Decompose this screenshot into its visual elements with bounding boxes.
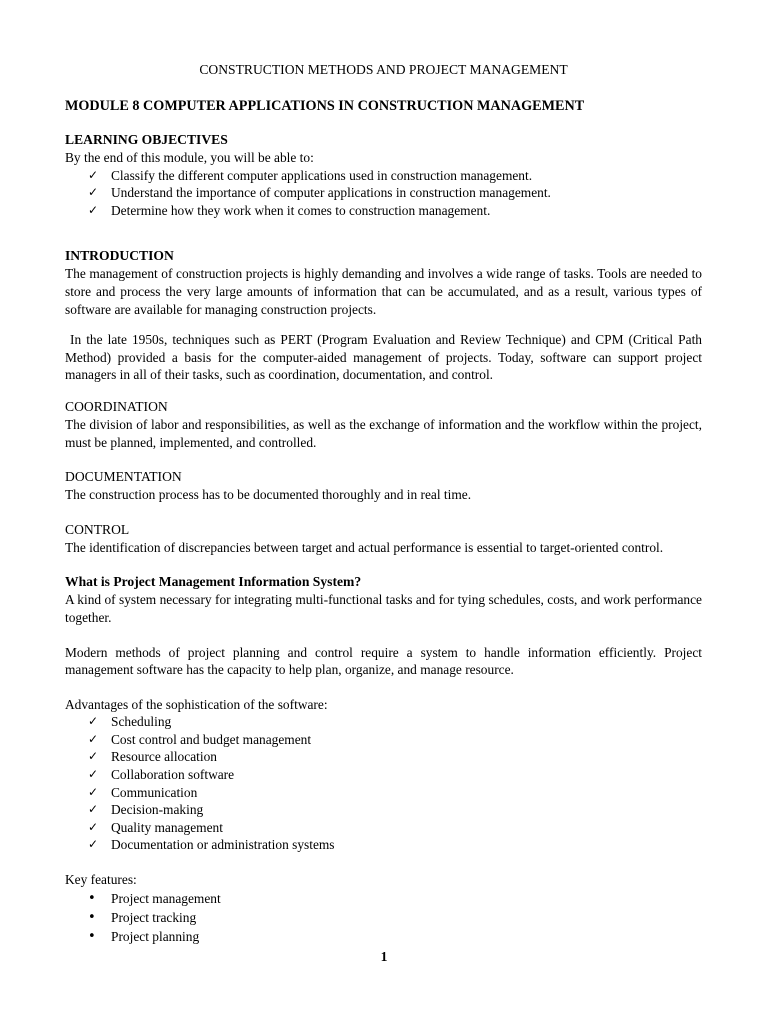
key-features-section [65, 871, 702, 946]
checkmark-icon: ✓ [88, 819, 99, 834]
checkmark-icon: ✓ [88, 202, 99, 217]
checkmark-icon: ✓ [88, 837, 99, 852]
introduction-heading: INTRODUCTION [65, 248, 174, 264]
checkmark-icon: ✓ [88, 185, 99, 200]
list-item-text: Communication [111, 784, 198, 800]
pmis-paragraph-2: Modern methods of project planning and control require a system to handle information efficiently. Project management software has the capacity to help plan, organize, and manage resource. [65, 644, 702, 678]
list-item [88, 202, 702, 220]
list-item [88, 889, 702, 908]
list-item-text: Resource allocation [111, 749, 217, 765]
documentation-section [65, 468, 702, 504]
list-item-text: Quality management [111, 819, 223, 835]
page-number: 1 [380, 949, 388, 964]
checkmark-icon: ✓ [88, 802, 99, 817]
list-item [88, 167, 702, 185]
documentation-heading: DOCUMENTATION [65, 469, 182, 485]
key-features-list [65, 889, 702, 946]
checkmark-icon: ✓ [88, 167, 99, 182]
list-item-text: Determine how they work when it comes to construction management. [111, 202, 491, 218]
list-item [88, 731, 702, 749]
introduction-paragraph-1: The management of construction projects is highly demanding and involves a wide range of tasks. Tools are needed to store and process the very large amounts of information that can be accumulated, and as a result, various types of software are available for managing construction projects. [65, 266, 702, 317]
document-title: CONSTRUCTION METHODS AND PROJECT MANAGEMENT [199, 62, 568, 77]
list-item-text: Project planning [111, 928, 200, 944]
checkmark-icon: ✓ [88, 784, 99, 799]
list-item [88, 784, 702, 802]
bullet-icon: • [88, 928, 96, 944]
documentation-text: The construction process has to be documented thoroughly and in real time. [65, 487, 472, 503]
key-features-intro: Key features: [65, 872, 137, 888]
introduction-paragraph-2: In the late 1950s, techniques such as PERT (Program Evaluation and Review Technique) and CPM (Critical Path Method) provided a basis for the computer-aided management of projects. Today, software can support project managers in all of their tasks, such as coordination, documentation, and control. [65, 332, 706, 383]
document-page [65, 60, 706, 946]
list-item [88, 184, 702, 202]
checkmark-icon: ✓ [88, 731, 99, 746]
list-item-text: Scheduling [111, 714, 172, 730]
list-item [88, 713, 702, 731]
list-item-text: Collaboration software [111, 767, 235, 783]
bullet-icon: • [88, 909, 96, 925]
list-item [88, 748, 702, 766]
control-text: The identification of discrepancies between target and actual performance is essential to target-oriented control. [65, 539, 664, 555]
advantages-section [65, 696, 702, 854]
pmis-paragraph-1: A kind of system necessary for integrating multi-functional tasks and for tying schedules, costs, and work performance together. [65, 592, 702, 625]
learning-objectives-section [65, 131, 702, 219]
bullet-icon: • [88, 890, 96, 906]
list-item [88, 819, 702, 837]
list-item [88, 801, 702, 819]
list-item-text: Understand the importance of computer applications in construction management. [111, 185, 551, 201]
list-item [88, 908, 702, 927]
checkmark-icon: ✓ [88, 767, 99, 782]
learning-objectives-intro: By the end of this module, you will be able to: [65, 150, 314, 165]
checkmark-icon: ✓ [88, 714, 99, 729]
coordination-section [65, 398, 702, 451]
control-heading: CONTROL [65, 521, 130, 537]
learning-objectives-heading: LEARNING OBJECTIVES [65, 132, 228, 147]
list-item [88, 766, 702, 784]
list-item-text: Documentation or administration systems [111, 837, 335, 853]
pmis-heading: What is Project Management Information System? [65, 574, 362, 590]
advantages-list [65, 713, 702, 854]
list-item [88, 927, 702, 946]
list-item-text: Classify the different computer applications used in construction management. [111, 167, 533, 183]
pmis-section [65, 573, 702, 678]
list-item-text: Project management [111, 890, 221, 906]
control-section [65, 521, 702, 557]
learning-objectives-list [65, 167, 702, 220]
module-title: MODULE 8 COMPUTER APPLICATIONS IN CONSTRUCTION MANAGEMENT [65, 98, 585, 114]
list-item-text: Decision-making [111, 802, 204, 818]
list-item-text: Cost control and budget management [111, 731, 312, 747]
checkmark-icon: ✓ [88, 749, 99, 764]
advantages-intro: Advantages of the sophistication of the software: [65, 696, 328, 712]
coordination-heading: COORDINATION [65, 398, 168, 414]
list-item-text: Project tracking [111, 909, 197, 925]
coordination-text: The division of labor and responsibilities, as well as the exchange of information and the workflow within the project, must be planned, implemented, and controlled. [65, 416, 702, 450]
list-item [88, 836, 702, 854]
introduction-section [65, 247, 706, 384]
